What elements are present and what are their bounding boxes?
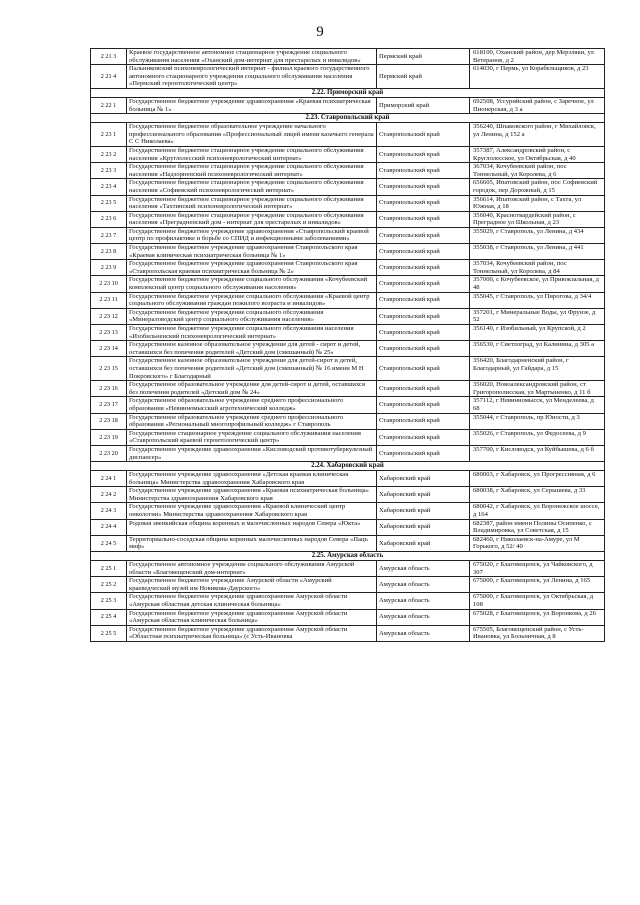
row-number: 2 24 2 bbox=[91, 487, 127, 503]
table-row bbox=[91, 179, 605, 195]
table-row bbox=[91, 625, 605, 641]
organization-name: Государственное бюджетное стационарное учреждение социального обслуживания населения «Софиевский психоневрологический интернат» bbox=[127, 179, 377, 195]
organization-name: Государственное бюджетное учреждение здравоохранения Амурской области «Амурская областная клиническая больница» bbox=[127, 609, 377, 625]
table-row bbox=[91, 292, 605, 308]
organization-name: Государственное бюджетное учреждение здравоохранения «Краевая психиатрическая больница № 1» bbox=[127, 97, 377, 113]
region-name: Ставропольский край bbox=[377, 146, 470, 162]
region-name: Ставропольский край bbox=[377, 292, 470, 308]
address: 355045, г Ставрополь, ул Пирогова, д 34/4 bbox=[470, 292, 605, 308]
address: 357387, Александровский район, с Круглолесское, ул Октябрьская, д 40 bbox=[470, 146, 605, 162]
row-number: 2 23 10 bbox=[91, 276, 127, 292]
address: 357112, г Невинномысск, ул Менделеева, д 68 bbox=[470, 397, 605, 413]
region-name: Ставропольский край bbox=[377, 325, 470, 341]
region-name: Пермский край bbox=[377, 65, 470, 89]
table-row bbox=[91, 341, 605, 357]
region-name: Ставропольский край bbox=[377, 357, 470, 381]
organization-name: Государственное бюджетное учреждение социального обслуживания «Минераловодский центр социального обслуживания населения» bbox=[127, 308, 377, 324]
organization-name: Государственное учреждение здравоохранения «Кисловодский противотуберкулезный диспансер» bbox=[127, 445, 377, 461]
address: 675000, г Благовещенск, ул Ленина, д 165 bbox=[470, 577, 605, 593]
region-name: Амурская область bbox=[377, 561, 470, 577]
row-number: 2 25 5 bbox=[91, 625, 127, 641]
row-number: 2 24 4 bbox=[91, 519, 127, 535]
region-name: Хабаровский край bbox=[377, 503, 470, 519]
organization-name: Государственное бюджетное учреждение социального обслуживания «Кочубеевский комплексный центр социального обслуживания населения» bbox=[127, 276, 377, 292]
organization-name: Государственное бюджетное стационарное учреждение социального обслуживания населения «Круглолесский психоневрологический интернат» bbox=[127, 146, 377, 162]
address: 675505, Благовещенский район, с Усть-Ивановка, ул Больничная, д 8 bbox=[470, 625, 605, 641]
address: 680003, г Хабаровск, ул Прогрессивная, д 6 bbox=[470, 471, 605, 487]
address: 355026, г Ставрополь, ул Федосеева, д 9 bbox=[470, 429, 605, 445]
row-number: 2 23 16 bbox=[91, 381, 127, 397]
row-number: 2 23 14 bbox=[91, 341, 127, 357]
region-name: Ставропольский край bbox=[377, 276, 470, 292]
address: 355044, г Ставрополь, пр Юности, д 3 bbox=[470, 413, 605, 429]
organization-name: Государственное бюджетное учреждение здравоохранения «Ставропольский краевой центр по профилактике и борьбе со СПИД и инфекционными заболеваниями» bbox=[127, 227, 377, 243]
section-title: 2.25. Амурская область bbox=[91, 552, 605, 561]
address: 357034, Кочубеевский район, пос Тоннельный, ул Королева, д 84 bbox=[470, 260, 605, 276]
address: 357000, с Кочубеевское, ул Привокзальная, д 48 bbox=[470, 276, 605, 292]
organization-name: Государственное учреждение здравоохранения «Детская краевая клиническая больница» Министерства здравоохранения Хабаровского края bbox=[127, 471, 377, 487]
address: 357201, г Минеральные Воды, ул Фрунзе, д 52 bbox=[470, 308, 605, 324]
row-number: 2 23 19 bbox=[91, 429, 127, 445]
table-row bbox=[91, 97, 605, 113]
row-number: 2 23 12 bbox=[91, 308, 127, 324]
region-name: Амурская область bbox=[377, 577, 470, 593]
region-name: Ставропольский край bbox=[377, 195, 470, 211]
table-row bbox=[91, 276, 605, 292]
region-name: Ставропольский край bbox=[377, 397, 470, 413]
organization-name: Государственное бюджетное учреждение здравоохранения Ставропольского края «Ставропольская краевая психиатрическая больница № 2» bbox=[127, 260, 377, 276]
table-row bbox=[91, 163, 605, 179]
table-row bbox=[91, 381, 605, 397]
section-header-row bbox=[91, 462, 605, 471]
table-row bbox=[91, 535, 605, 551]
organization-name: Краевое государственное автономное стационарное учреждение социального обслуживания населения «Оханский дом-интернат для престарелых и инвалидов» bbox=[127, 49, 377, 65]
table-row bbox=[91, 503, 605, 519]
address: 356614, Ипатовский район, с Тахта, ул Южная, д 18 bbox=[470, 195, 605, 211]
organization-name: Государственное учреждение здравоохранения «Краевая психиатрическая больница» Министерства здравоохранения Хабаровского края bbox=[127, 487, 377, 503]
organization-name: Государственное казенное образовательное учреждение для детей - сирот и детей, оставшихся без попечения родителей «Детский дом (смешанный) № 25» bbox=[127, 341, 377, 357]
address: 356530, г Светлоград, ул Калинина, д 305 а bbox=[470, 341, 605, 357]
region-name: Ставропольский край bbox=[377, 179, 470, 195]
organization-name: Пальниковский психоневрологический интернат - филиал краевого государственного автономного стационарного учреждения социального обслуживания населения «Пермский геронтологический центр» bbox=[127, 65, 377, 89]
row-number: 2 24 5 bbox=[91, 535, 127, 551]
address: 356040, Красногвардейский район, с Преградное ул Школьная, д 23 bbox=[470, 211, 605, 227]
region-name: Ставропольский край bbox=[377, 341, 470, 357]
address: 614030, г Пермь, ул Корабельщиков, д 23 bbox=[470, 65, 605, 89]
organization-name: Государственное бюджетное учреждение Амурской области «Амурский краеведческий музей им Новикова-Даурского» bbox=[127, 577, 377, 593]
page-number: 9 bbox=[316, 24, 324, 40]
table-row bbox=[91, 244, 605, 260]
section-header-row bbox=[91, 114, 605, 123]
organization-name: Государственное автономное учреждение социального обслуживания Амурской области «Благовещенский дом-интернат» bbox=[127, 561, 377, 577]
organization-name: Государственное образовательное учреждение среднего профессионального образования «Невинномысский агротехнический колледж» bbox=[127, 397, 377, 413]
registry-table bbox=[90, 48, 605, 642]
organization-name: Государственное бюджетное образовательное учреждение начального профессионального образования «Профессиональный лицей имени казачьего генерала С С Николаева» bbox=[127, 123, 377, 147]
row-number: 2 23 2 bbox=[91, 146, 127, 162]
table-row bbox=[91, 609, 605, 625]
address: 675000, г Благовещенск, ул Октябрьская, д 108 bbox=[470, 593, 605, 609]
region-name: Ставропольский край bbox=[377, 227, 470, 243]
address: 692508, Уссурийский район, с Заречное, ул Пионерская, д 3 а bbox=[470, 97, 605, 113]
region-name: Ставропольский край bbox=[377, 413, 470, 429]
table-row bbox=[91, 325, 605, 341]
table-row bbox=[91, 227, 605, 243]
address: 356140, г Изобильный, ул Крупской, д 2 bbox=[470, 325, 605, 341]
row-number: 2 21 4 bbox=[91, 65, 127, 89]
address: 367034, Кочубеевский район, пос Тоннельный, ул Королева, д 6 bbox=[470, 163, 605, 179]
organization-name: Государственное стационарное учреждение социального обслуживания населения «Ставропольский краевой геронтологический центр» bbox=[127, 429, 377, 445]
row-number: 2 24 1 bbox=[91, 471, 127, 487]
region-name: Ставропольский край bbox=[377, 260, 470, 276]
address: 356020, Новоалександровский район, ст Григорополисская, ул Мартыненко, д 11 б bbox=[470, 381, 605, 397]
table-row bbox=[91, 260, 605, 276]
table-row bbox=[91, 519, 605, 535]
region-name: Ставропольский край bbox=[377, 163, 470, 179]
organization-name: Территориально-соседская община коренных малочисленных народов Севера «Пацъ миф» bbox=[127, 535, 377, 551]
table-row bbox=[91, 397, 605, 413]
organization-name: Государственное бюджетное учреждение социального обслуживания «Краевой центр социального обслуживания граждан пожилого возраста и инвалидов» bbox=[127, 292, 377, 308]
table-row bbox=[91, 146, 605, 162]
section-header-row bbox=[91, 552, 605, 561]
region-name: Ставропольский край bbox=[377, 123, 470, 147]
address: 682387, район имени Полины Осипенко, с Владимировка, ул Советская, д 15 bbox=[470, 519, 605, 535]
row-number: 2 25 2 bbox=[91, 577, 127, 593]
table-row bbox=[91, 487, 605, 503]
organization-name: Государственное казенное образовательное учреждение для детей-сирот и детей, оставшихся без попечения родителей «Детский дом (смешанный) № 16 имени М Н Покровского» г Благодарный bbox=[127, 357, 377, 381]
row-number: 2 23 1 bbox=[91, 123, 127, 147]
row-number: 2 23 13 bbox=[91, 325, 127, 341]
organization-name: Государственное бюджетное стационарное учреждение социального обслуживания населения «Надзорненский психоневрологический интернат» bbox=[127, 163, 377, 179]
table-row bbox=[91, 429, 605, 445]
address: 682460, г Николаевск-на-Амуре, ул М Горького, д 52/ 40 bbox=[470, 535, 605, 551]
address: 356240, Шпаковского район, г Михайловск, ул Ленина, д 152 а bbox=[470, 123, 605, 147]
organization-name: Государственное бюджетное стационарное учреждение социального обслуживания населения «Тахтинский психоневрологический интернат» bbox=[127, 195, 377, 211]
row-number: 2 25 1 bbox=[91, 561, 127, 577]
address: 680042, г Хабаровск, ул Воронежское шоссе, д 164 bbox=[470, 503, 605, 519]
section-title: 2.24. Хабаровский край bbox=[91, 462, 605, 471]
address: 618100, Оханский район, дер Мерзляки, ул Ветеранов, д 2 bbox=[470, 49, 605, 65]
table-row bbox=[91, 65, 605, 89]
table-row bbox=[91, 593, 605, 609]
registry-table-body bbox=[91, 49, 605, 642]
row-number: 2 24 3 bbox=[91, 503, 127, 519]
row-number: 2 23 8 bbox=[91, 244, 127, 260]
table-row bbox=[91, 211, 605, 227]
row-number: 2 25 4 bbox=[91, 609, 127, 625]
organization-name: Государственное бюджетное учреждение социального обслуживания населения «Изобильненский психоневрологический интернат» bbox=[127, 325, 377, 341]
table-row bbox=[91, 195, 605, 211]
row-number: 2 22 1 bbox=[91, 97, 127, 113]
row-number: 2 23 7 bbox=[91, 227, 127, 243]
region-name: Хабаровский край bbox=[377, 471, 470, 487]
table-row bbox=[91, 123, 605, 147]
organization-name: Государственное образовательное учреждение среднего профессионального образования «Региональный многопрофильный колледж» г Ставрополь bbox=[127, 413, 377, 429]
row-number: 2 21 3 bbox=[91, 49, 127, 65]
row-number: 2 23 18 bbox=[91, 413, 127, 429]
address: 675028, г Благовещенск, ул Воронкова, д 26 bbox=[470, 609, 605, 625]
region-name: Хабаровский край bbox=[377, 487, 470, 503]
table-row bbox=[91, 413, 605, 429]
organization-name: Государственное бюджетное учреждение здравоохранения Ставропольского края «Краевая клиническая психиатрическая больница № 1» bbox=[127, 244, 377, 260]
address: 680038, г Хабаровск, ул Серышева, д 33 bbox=[470, 487, 605, 503]
row-number: 2 23 17 bbox=[91, 397, 127, 413]
organization-name: Государственное учреждение здравоохранения «Краевой клинический центр онкологии» Министерства здравоохранения Хабаровского края bbox=[127, 503, 377, 519]
table-row bbox=[91, 471, 605, 487]
row-number: 2 23 11 bbox=[91, 292, 127, 308]
region-name: Амурская область bbox=[377, 609, 470, 625]
region-name: Ставропольский край bbox=[377, 445, 470, 461]
organization-name: Государственное бюджетное учреждение здравоохранения Амурской области «Амурская областная детская клиническая больница» bbox=[127, 593, 377, 609]
region-name: Ставропольский край bbox=[377, 381, 470, 397]
address: 356420, Благодарненский район, г Благодарный, ул Гайдара, д 15 bbox=[470, 357, 605, 381]
region-name: Ставропольский край bbox=[377, 244, 470, 260]
region-name: Амурская область bbox=[377, 593, 470, 609]
row-number: 2 23 3 bbox=[91, 163, 127, 179]
region-name: Амурская область bbox=[377, 625, 470, 641]
table-row bbox=[91, 308, 605, 324]
section-title: 2.22. Приморский край bbox=[91, 88, 605, 97]
organization-name: Государственное бюджетное учреждение здравоохранения Амурской области «Областная психиатрическая больница» (с Усть-Ивановка bbox=[127, 625, 377, 641]
region-name: Ставропольский край bbox=[377, 429, 470, 445]
region-name: Пермский край bbox=[377, 49, 470, 65]
organization-name: Родовая эвенкийская община коренных и малочисленных народов Севера «Юкта» bbox=[127, 519, 377, 535]
address: 675020, г Благовещенск, ул Чайковского, д 307 bbox=[470, 561, 605, 577]
row-number: 2 23 6 bbox=[91, 211, 127, 227]
section-header-row bbox=[91, 88, 605, 97]
region-name: Ставропольский край bbox=[377, 308, 470, 324]
row-number: 2 25 3 bbox=[91, 593, 127, 609]
address: 357700, г Кисловодск, ул Куйбышева, д 6 б bbox=[470, 445, 605, 461]
organization-name: Государственное бюджетное стационарное учреждение социального обслуживания населения «Преградненский дом - интернат для престарелых и инвалидов» bbox=[127, 211, 377, 227]
row-number: 2 23 9 bbox=[91, 260, 127, 276]
address: 355038, г Ставрополь, ул Ленина, д 441 bbox=[470, 244, 605, 260]
table-row bbox=[91, 357, 605, 381]
row-number: 2 23 20 bbox=[91, 445, 127, 461]
region-name: Хабаровский край bbox=[377, 519, 470, 535]
table-row bbox=[91, 445, 605, 461]
region-name: Ставропольский край bbox=[377, 211, 470, 227]
row-number: 2 23 15 bbox=[91, 357, 127, 381]
row-number: 2 23 5 bbox=[91, 195, 127, 211]
organization-name: Государственное образовательное учреждение для детей-сирот и детей, оставшихся без попечения родителей «Детский дом № 24» bbox=[127, 381, 377, 397]
address: 355029, г Ставрополь, ул Ленина, д 434 bbox=[470, 227, 605, 243]
section-title: 2.23. Ставропольский край bbox=[91, 114, 605, 123]
table-row bbox=[91, 577, 605, 593]
region-name: Хабаровский край bbox=[377, 535, 470, 551]
address: 656605, Ипатовский район, пос Софиевский городок, пер Дорожный, д 15 bbox=[470, 179, 605, 195]
region-name: Приморский край bbox=[377, 97, 470, 113]
table-row bbox=[91, 49, 605, 65]
row-number: 2 23 4 bbox=[91, 179, 127, 195]
table-row bbox=[91, 561, 605, 577]
